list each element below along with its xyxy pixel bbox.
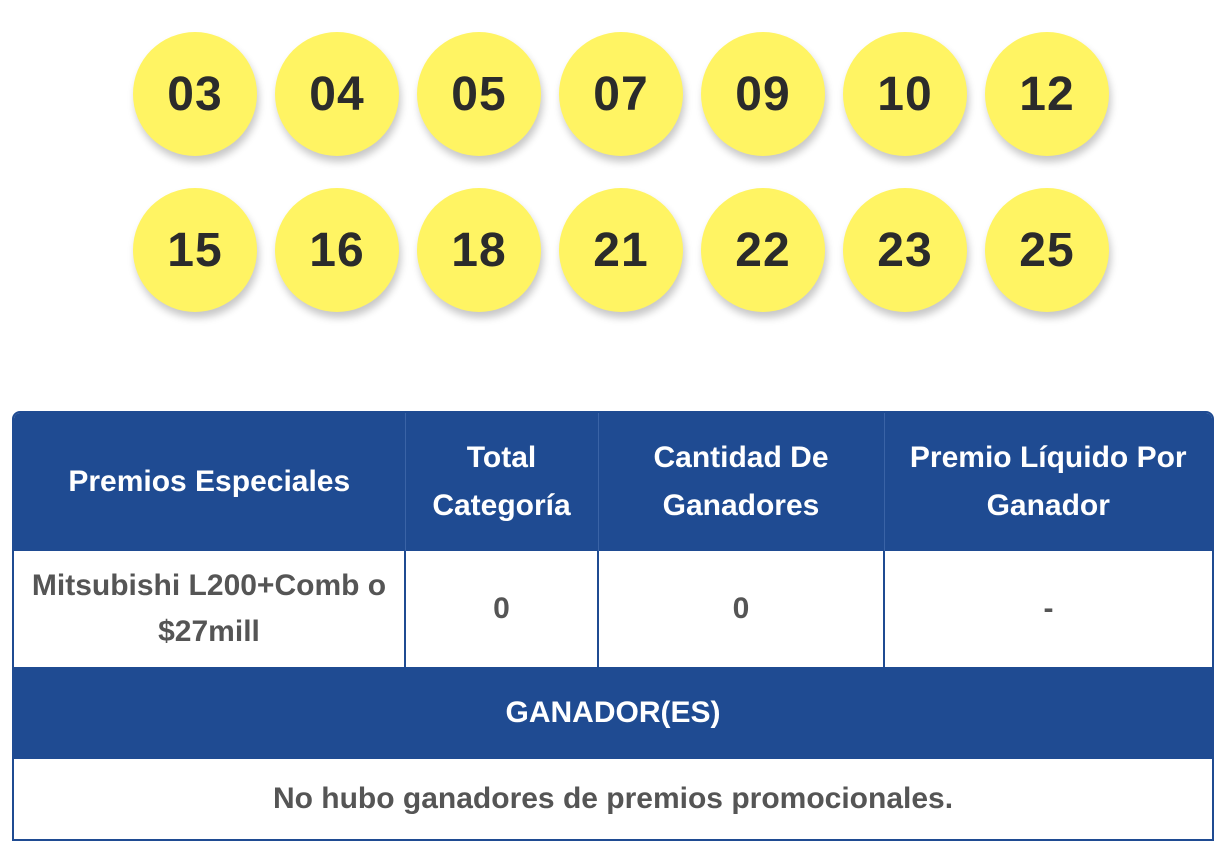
header-cantidad-ganadores: Cantidad De Ganadores [598,413,884,551]
number-ball: 12 [985,32,1109,156]
number-ball: 05 [417,32,541,156]
header-premio-liquido: Premio Líquido Por Ganador [884,413,1212,551]
number-ball: 18 [417,188,541,312]
number-ball: 25 [985,188,1109,312]
prize-name-cell: Mitsubishi L200+Comb o $27mill [14,551,405,667]
winners-count-cell: 0 [598,551,884,667]
number-ball: 07 [559,32,683,156]
net-prize-cell: - [884,551,1212,667]
total-category-cell: 0 [405,551,598,667]
drawn-numbers [133,32,1113,312]
table-header-row [14,413,1212,551]
winners-message: No hubo ganadores de premios promocionales. [14,759,1212,839]
number-ball: 16 [275,188,399,312]
header-total-categoria: Total Categoría [405,413,598,551]
special-prizes-table [12,411,1214,841]
header-premios-especiales: Premios Especiales [14,413,405,551]
number-ball: 21 [559,188,683,312]
number-ball: 04 [275,32,399,156]
number-ball: 15 [133,188,257,312]
number-ball: 23 [843,188,967,312]
number-ball: 10 [843,32,967,156]
number-ball: 09 [701,32,825,156]
table-row [14,551,1212,667]
number-ball: 03 [133,32,257,156]
winners-header: GANADOR(ES) [14,667,1212,759]
number-ball: 22 [701,188,825,312]
